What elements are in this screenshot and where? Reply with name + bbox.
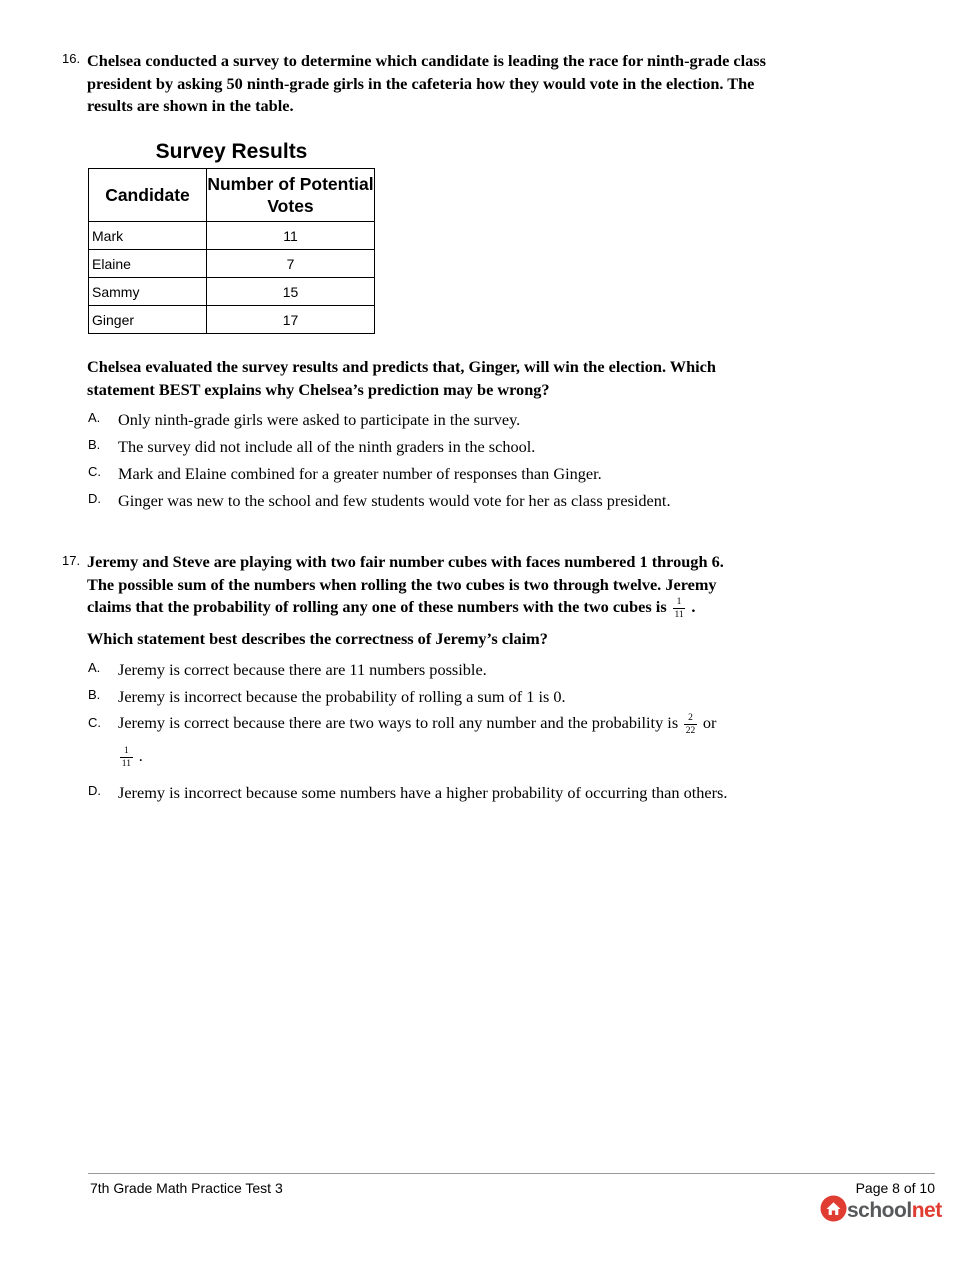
fraction <box>673 597 686 620</box>
fraction-denominator: 22 <box>685 726 696 736</box>
table-row <box>89 278 375 306</box>
footer-page-number: Page 8 of 10 <box>855 1180 935 1196</box>
question-16-prompt: Chelsea evaluated the survey results and predicts that, Ginger, will win the election. Which statement BEST explains why Chelsea’s prediction may be wrong? <box>87 357 716 399</box>
stem-text: claims that the probability of rolling any one of these numbers with the two cubes is <box>87 597 667 617</box>
question-17-prompt: Which statement best describes the correctness of Jeremy’s claim? <box>87 629 548 648</box>
survey-results-table <box>88 168 375 334</box>
logo-text-net: net <box>911 1199 942 1222</box>
option-letter: B. <box>88 437 101 452</box>
option-text: Jeremy is correct because there are 11 numbers possible. <box>118 660 487 679</box>
candidate-cell: Ginger <box>89 306 207 334</box>
option-joiner: or <box>702 713 717 733</box>
footer-divider <box>88 1173 935 1174</box>
fraction-numerator: 2 <box>684 713 697 725</box>
question-16-stem: Chelsea conducted a survey to determine which candidate is leading the race for ninth-grade class president by asking 50 ninth-grade girls in the cafeteria how they would vote in the election. The results are shown in the table. <box>87 51 766 116</box>
stem-period: . <box>691 597 696 617</box>
stem-line: Jeremy and Steve are playing with two fair number cubes with faces numbered 1 through 6. <box>87 552 724 571</box>
stem-line: The possible sum of the numbers when rolling the two cubes is two through twelve. Jeremy <box>87 574 717 594</box>
option-text: Mark and Elaine combined for a greater number of responses than Ginger. <box>118 464 602 483</box>
schoolnet-logo <box>820 1195 942 1223</box>
option-letter: A. <box>88 660 101 675</box>
question-16-number: 16. <box>62 51 81 66</box>
option-text: The survey did not include all of the ninth graders in the school. <box>118 437 536 456</box>
house-icon <box>820 1195 847 1227</box>
fraction-numerator: 1 <box>673 597 686 609</box>
option-letter: C. <box>88 715 101 730</box>
option-text <box>118 713 716 736</box>
candidate-cell: Mark <box>89 222 207 250</box>
option-text: Ginger was new to the school and few students would vote for her as class president. <box>118 491 671 510</box>
option-letter: D. <box>88 491 101 506</box>
footer-test-name: 7th Grade Math Practice Test 3 <box>90 1180 283 1196</box>
fraction-denominator: 11 <box>674 609 684 620</box>
option-text: Jeremy is incorrect because some numbers have a higher probability of occurring than others. <box>118 783 728 802</box>
votes-cell: 11 <box>207 222 375 250</box>
candidate-cell: Elaine <box>89 250 207 278</box>
option-letter: C. <box>88 464 101 479</box>
fraction-denominator: 11 <box>121 759 131 769</box>
column-header-votes: Number of Potential Votes <box>207 169 375 222</box>
option-period: . <box>138 746 143 766</box>
fraction-numerator: 1 <box>120 746 133 758</box>
option-text: Jeremy is incorrect because the probability of rolling a sum of 1 is 0. <box>118 687 566 706</box>
votes-cell: 15 <box>207 278 375 306</box>
logo-text-school: school <box>847 1199 912 1222</box>
option-letter: D. <box>88 783 101 798</box>
option-text-continued <box>116 746 143 769</box>
option-text: Only ninth-grade girls were asked to participate in the survey. <box>118 410 521 429</box>
fraction <box>684 713 697 736</box>
candidate-cell: Sammy <box>89 278 207 306</box>
column-header-candidate: Candidate <box>89 169 207 222</box>
table-row <box>89 250 375 278</box>
votes-cell: 7 <box>207 250 375 278</box>
option-letter: A. <box>88 410 101 425</box>
votes-cell: 17 <box>207 306 375 334</box>
survey-table-title: Survey Results <box>155 140 308 163</box>
option-letter: B. <box>88 687 101 702</box>
fraction <box>120 746 133 769</box>
stem-line <box>87 596 787 620</box>
question-17-number: 17. <box>62 553 81 568</box>
question-17-stem <box>87 551 787 620</box>
table-row <box>89 222 375 250</box>
table-row <box>89 306 375 334</box>
option-text-body: Jeremy is correct because there are two ways to roll any number and the probability is <box>118 713 679 733</box>
